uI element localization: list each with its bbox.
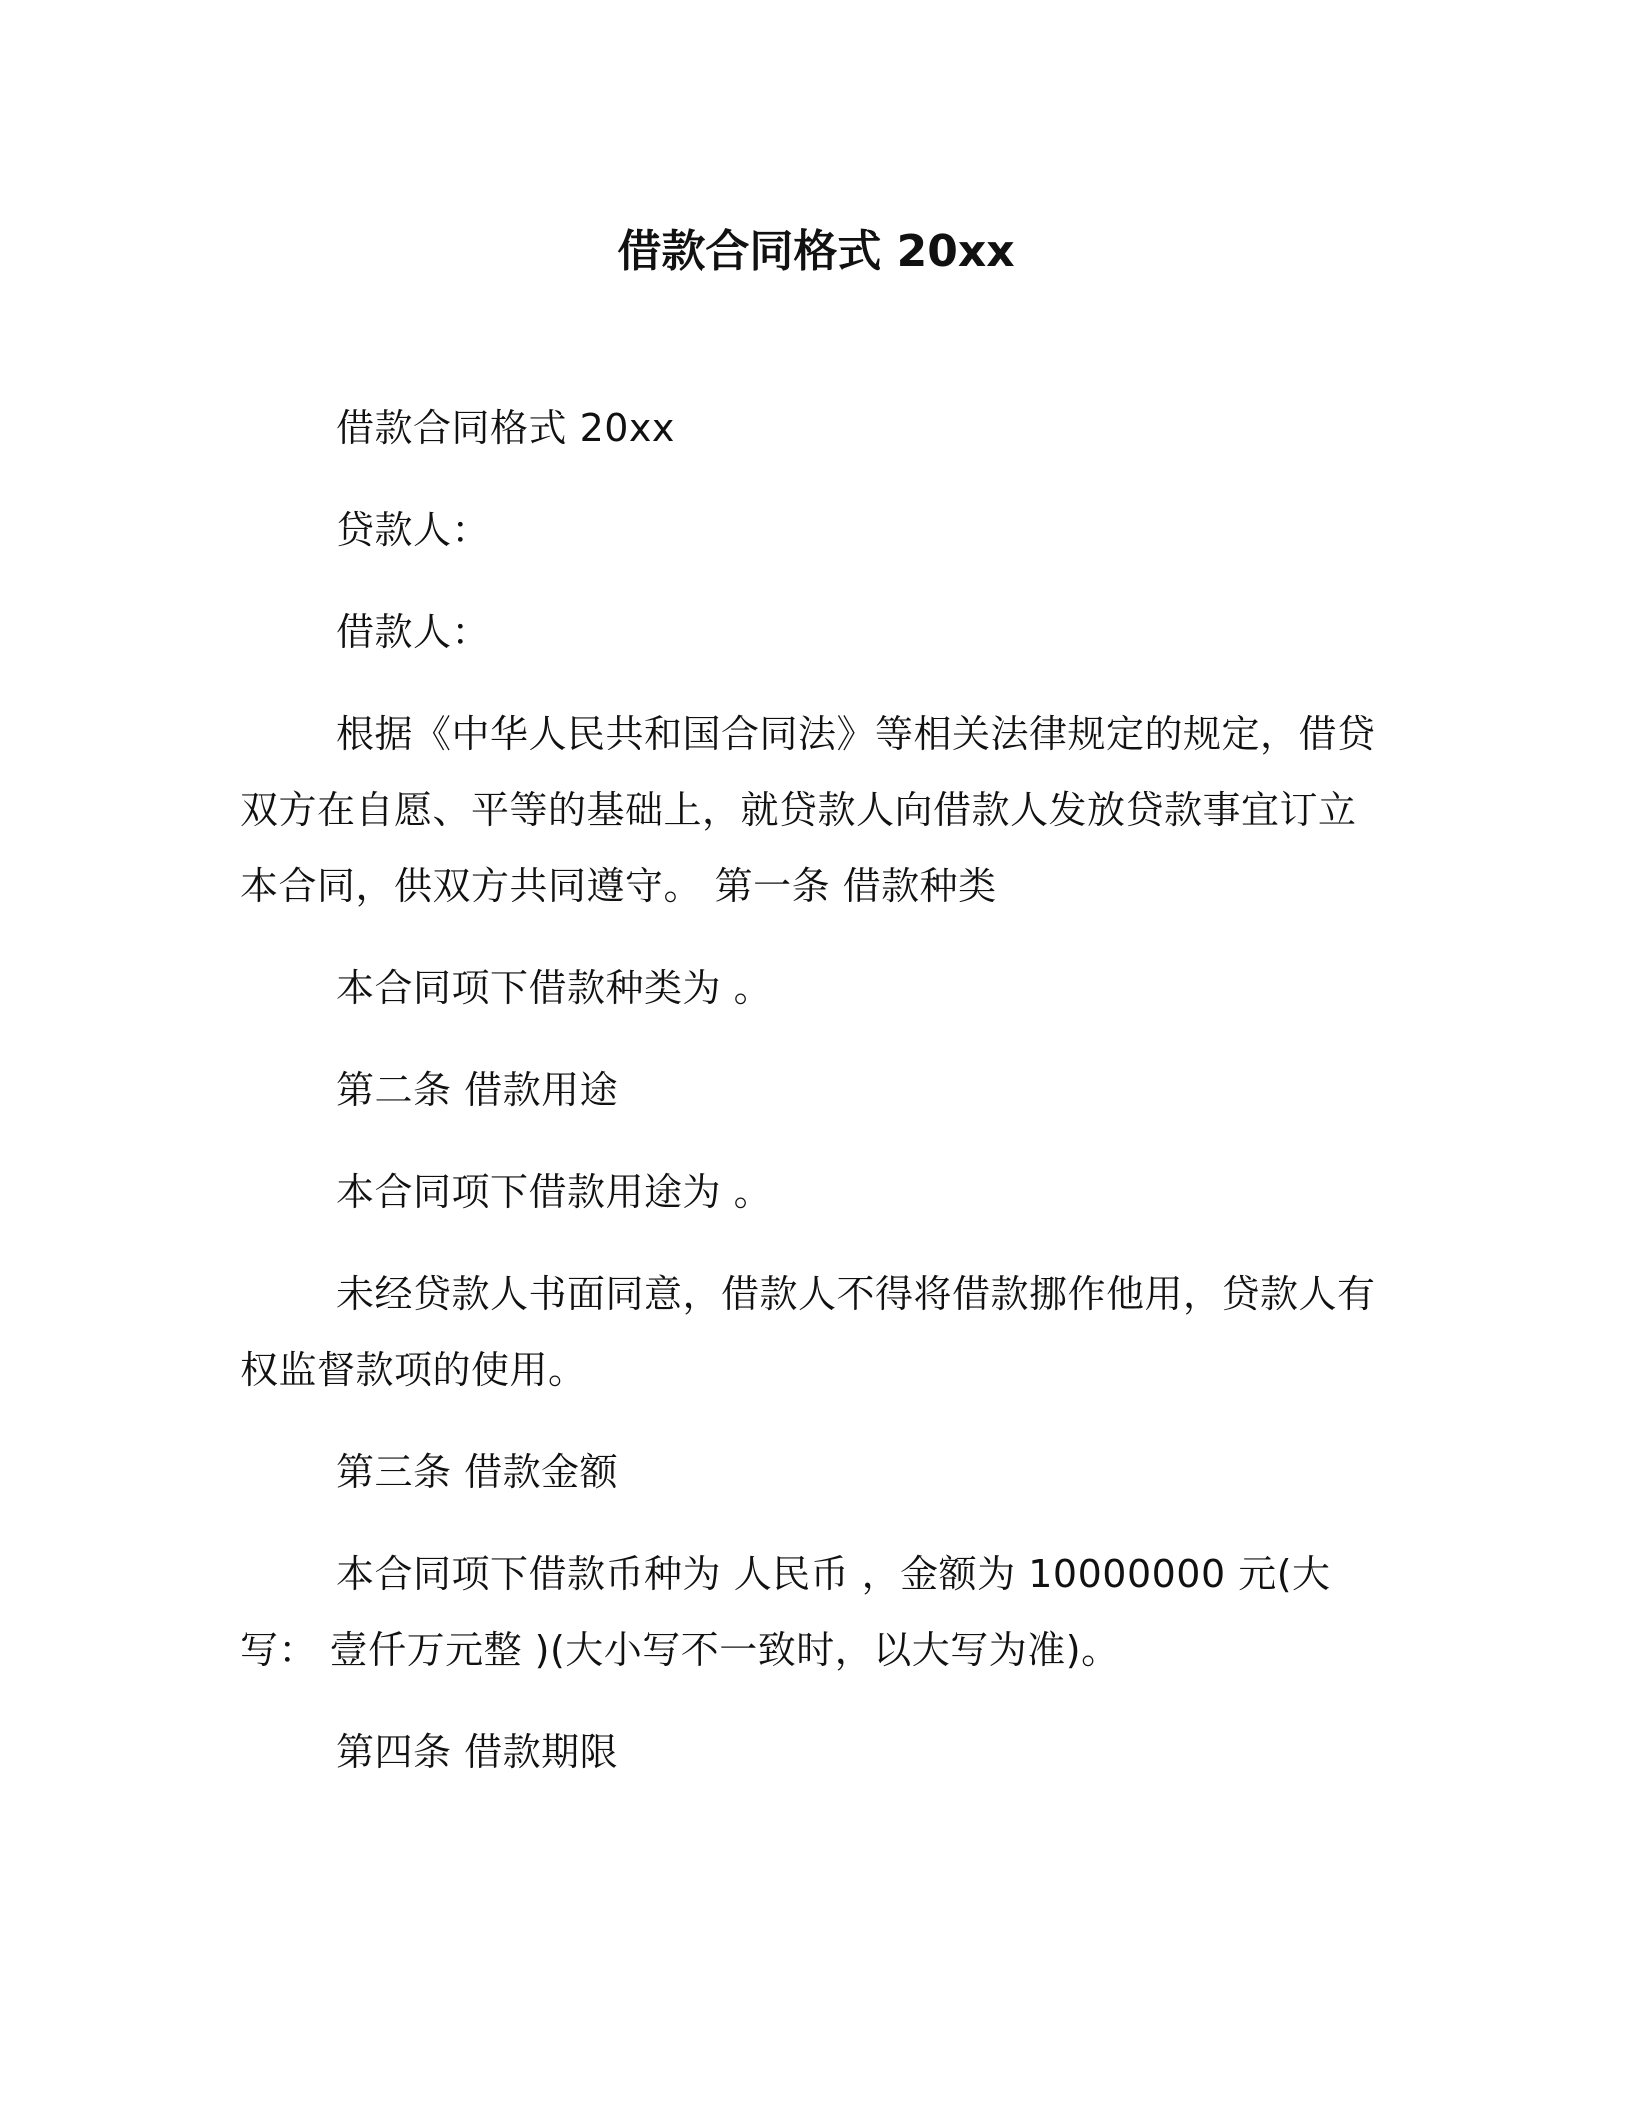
paragraph-article-2-heading: 第二条 借款用途 — [336, 1068, 619, 1112]
paragraph-lender: 贷款人： — [336, 508, 491, 552]
paragraph-article-4-heading: 第四条 借款期限 — [336, 1730, 619, 1774]
paragraph-article-3-heading: 第三条 借款金额 — [336, 1450, 619, 1494]
paragraph-borrower: 借款人： — [336, 610, 491, 654]
paragraph-purpose-restriction: 未经贷款人书面同意，借款人不得将借款挪作他用，贷款人有权监督款项的使用。 — [240, 1272, 1376, 1392]
paragraph-loan-amount: 本合同项下借款币种为 人民币 ，金额为 10000000 元(大写： 壹仟万元整 )(大小写不一致时，以大写为准)。 — [240, 1552, 1331, 1672]
paragraph-preamble: 根据《中华人民共和国合同法》等相关法律规定的规定，借贷双方在自愿、平等的基础上，就贷款人向借款人发放贷款事宜订立本合同，供双方共同遵守。 第一条 借款种类 — [240, 712, 1376, 908]
paragraph-subtitle: 借款合同格式 20xx — [336, 406, 675, 450]
page-title: 借款合同格式 20xx — [617, 226, 1015, 277]
paragraph-loan-purpose: 本合同项下借款用途为 。 — [336, 1170, 773, 1214]
paragraph-loan-type: 本合同项下借款种类为 。 — [336, 966, 773, 1010]
document-body — [240, 390, 1385, 1816]
